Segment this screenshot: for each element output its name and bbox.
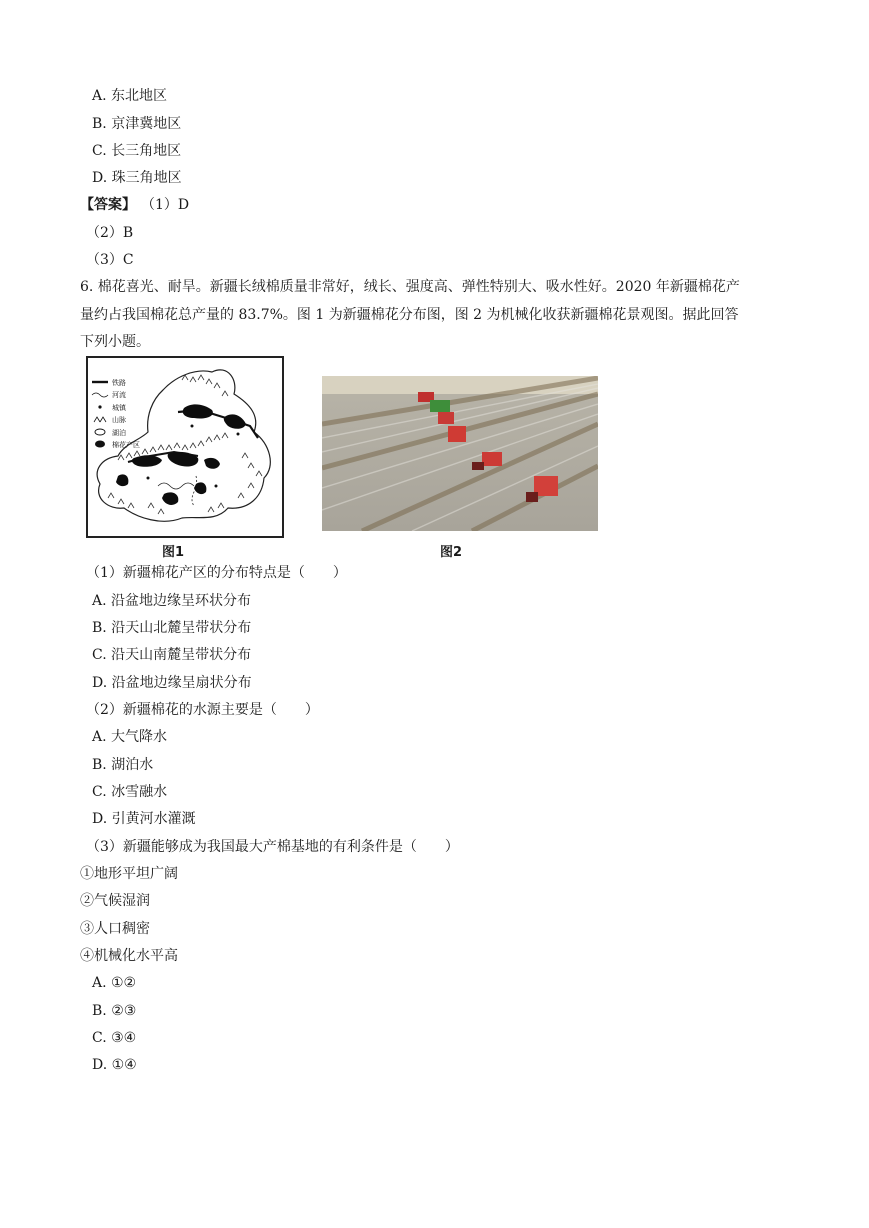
sub1-option-a: A. 沿盆地边缘呈环状分布 (92, 593, 252, 609)
figure1-caption: 图1 (162, 545, 185, 560)
sub3-condition-4: ④机械化水平高 (80, 948, 178, 964)
sub2-option-d: D. 引黄河水灌溉 (92, 811, 196, 827)
sub3-option-b: B. ②③ (92, 1003, 137, 1019)
option-c: C. 长三角地区 (92, 143, 182, 159)
answer-tag: 【答案】 (80, 197, 136, 213)
cotton-harvest-image (322, 376, 598, 531)
legend-lake: 湖泊 (112, 429, 126, 437)
sub3-condition-1: ①地形平坦广阔 (80, 866, 178, 882)
answer-line (80, 196, 189, 214)
sub2-option-b: B. 湖泊水 (92, 757, 154, 773)
sub3-option-d: D. ①④ (92, 1057, 137, 1073)
sub1-question: （1）新疆棉花产区的分布特点是（ ） (86, 565, 347, 581)
sub3-question: （3）新疆能够成为我国最大产棉基地的有利条件是（ ） (86, 839, 459, 855)
sub2-option-a: A. 大气降水 (92, 729, 168, 745)
figure2-photo (322, 376, 598, 531)
sub1-option-d: D. 沿盆地边缘呈扇状分布 (92, 675, 252, 691)
q6-stem-line3: 下列小题。 (80, 334, 150, 350)
option-d: D. 珠三角地区 (92, 170, 182, 186)
q6-stem-line2: 量约占我国棉花总产量的 83.7%。图 1 为新疆棉花分布图，图 2 为机械化收获新疆棉花景观图。据此回答 (80, 307, 739, 323)
figure1-map (86, 356, 284, 538)
answer-part1: （1）D (148, 197, 190, 213)
figure1-legend (92, 378, 140, 449)
q6-stem-line1: 6. 棉花喜光、耐旱。新疆长绒棉质量非常好，绒长、强度高、弹性特别大、吸水性好。2020 年新疆棉花产 (80, 279, 740, 295)
option-a: A. 东北地区 (92, 88, 168, 104)
figure2-caption: 图2 (440, 545, 463, 560)
sub3-condition-2: ②气候湿润 (80, 893, 150, 909)
sub2-option-c: C. 冰雪融水 (92, 784, 168, 800)
xinjiang-map-graphic (88, 358, 282, 536)
sub3-condition-3: ③人口稠密 (80, 921, 150, 937)
sub3-option-c: C. ③④ (92, 1030, 137, 1046)
answer-part2: （2）B (86, 225, 134, 241)
sub2-question: （2）新疆棉花的水源主要是（ ） (86, 702, 319, 718)
answer-part3: （3）C (86, 252, 134, 268)
legend-cotton-area: 棉花产区 (112, 441, 140, 449)
legend-railway: 铁路 (112, 379, 126, 387)
sub1-option-c: C. 沿天山南麓呈带状分布 (92, 647, 252, 663)
sub1-option-b: B. 沿天山北麓呈带状分布 (92, 620, 252, 636)
legend-mountain: 山脉 (112, 416, 126, 424)
sub3-option-a: A. ①② (92, 975, 137, 991)
option-b: B. 京津冀地区 (92, 116, 182, 132)
legend-town: 城镇 (112, 404, 126, 412)
legend-river: 河流 (112, 391, 126, 399)
